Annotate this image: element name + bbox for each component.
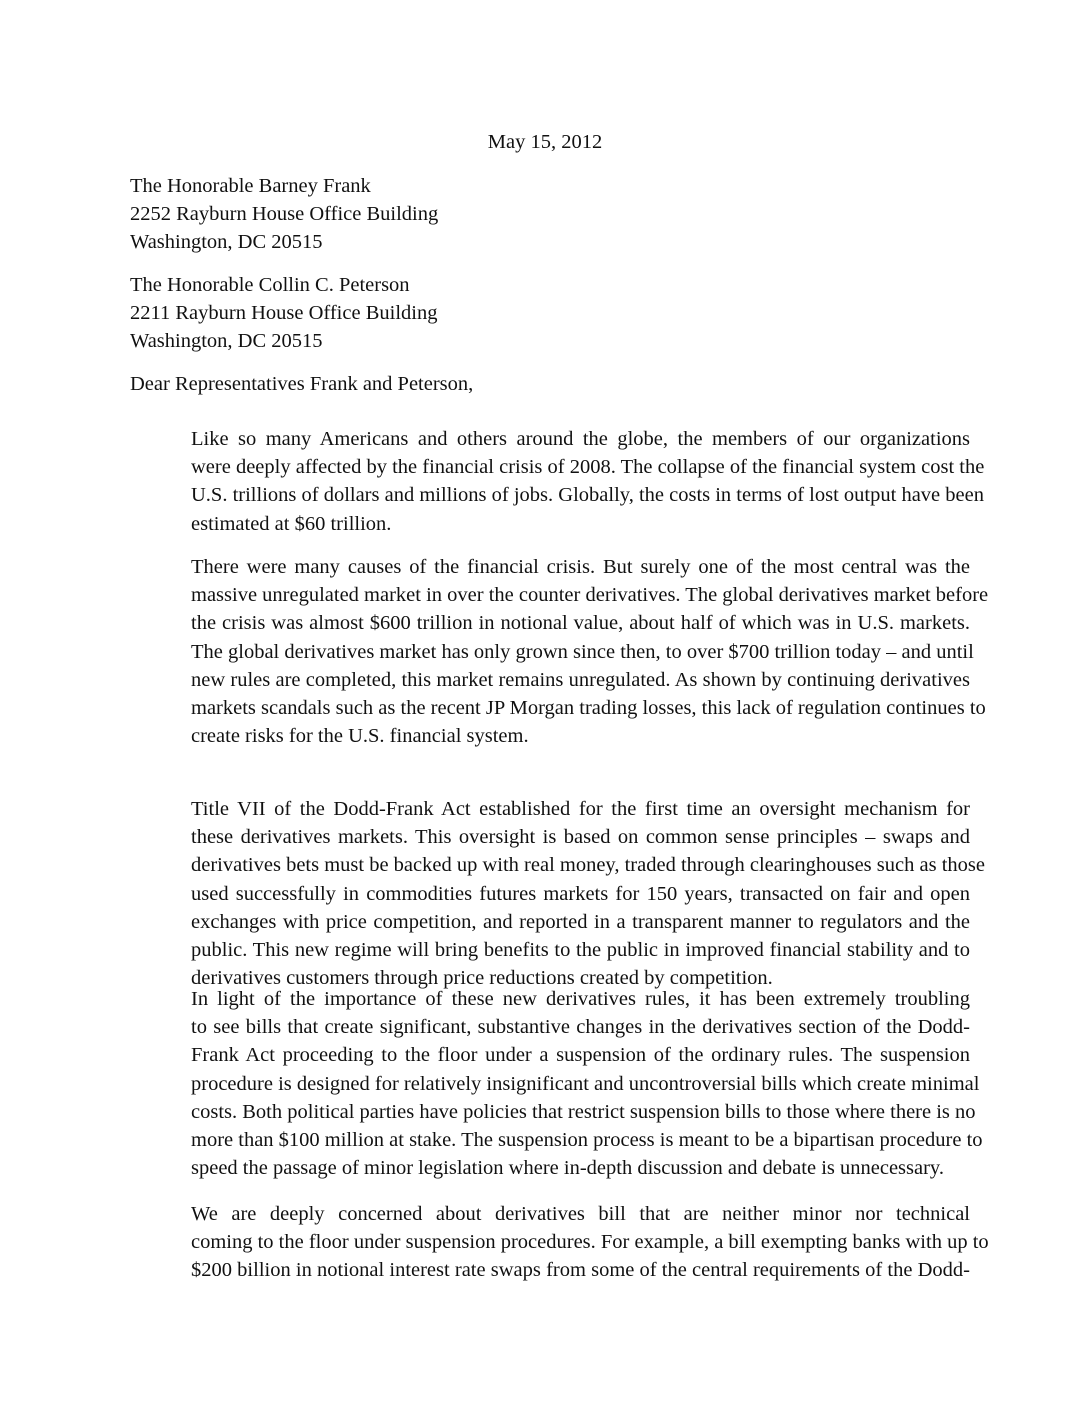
letter-date: May 15, 2012 bbox=[487, 131, 603, 153]
recipient-name: The Honorable Collin C. Peterson bbox=[130, 274, 410, 296]
paragraph-line: Frank Act proceeding to the floor under a suspension of the ordinary rules. The suspension bbox=[191, 1044, 970, 1067]
paragraph-line: estimated at $60 trillion. bbox=[191, 512, 392, 535]
recipient-address-line: 2211 Rayburn House Office Building bbox=[130, 302, 438, 325]
paragraph-line: used successfully in commodities futures markets for 150 years, transacted on fair and open bbox=[191, 882, 970, 905]
recipient-address-peterson bbox=[130, 271, 970, 356]
paragraph-line: U.S. trillions of dollars and millions of jobs. Globally, the costs in terms of lost output have been bbox=[191, 484, 984, 507]
recipient-city-line: Washington, DC 20515 bbox=[130, 330, 323, 353]
paragraph-line: new rules are completed, this market remains unregulated. As shown by continuing derivatives bbox=[191, 668, 970, 691]
paragraph-line: Title VII of the Dodd-Frank Act established for the first time an oversight mechanism for bbox=[191, 798, 970, 820]
body-paragraph bbox=[130, 795, 985, 992]
paragraph-line: public. This new regime will bring benefits to the public in improved financial stability and to bbox=[191, 939, 970, 962]
paragraph-line: The global derivatives market has only grown since then, to over $700 trillion today – and until bbox=[191, 640, 974, 663]
body-paragraph bbox=[130, 1200, 989, 1285]
paragraph-line: more than $100 million at stake. The suspension process is meant to be a bipartisan procedure to bbox=[191, 1129, 983, 1152]
recipient-city-line: Washington, DC 20515 bbox=[130, 231, 323, 254]
paragraph-line: derivatives bets must be backed up with real money, traded through clearinghouses such as those bbox=[191, 854, 985, 877]
paragraph-line: We are deeply concerned about derivatives bill that are neither minor nor technical bbox=[191, 1203, 970, 1225]
paragraph-line: these derivatives markets. This oversight is based on common sense principles – swaps and bbox=[191, 826, 970, 849]
paragraph-line: costs. Both political parties have policies that restrict suspension bills to those where there is no bbox=[191, 1100, 976, 1123]
paragraph-line: to see bills that create significant, substantive changes in the derivatives section of the Dodd- bbox=[191, 1016, 970, 1039]
paragraph-line: exchanges with price competition, and reported in a transparent manner to regulators and the bbox=[191, 910, 970, 933]
salutation: Dear Representatives Frank and Peterson, bbox=[130, 373, 474, 395]
paragraph-line: speed the passage of minor legislation where in-depth discussion and debate is unnecessary. bbox=[191, 1157, 944, 1180]
paragraph-line: In light of the importance of these new derivatives rules, it has been extremely troubling bbox=[191, 988, 970, 1010]
paragraph-line: were deeply affected by the financial crisis of 2008. The collapse of the financial system cost the bbox=[191, 456, 985, 479]
paragraph-line: derivatives customers through price reductions created by competition. bbox=[191, 967, 773, 990]
paragraph-line: the crisis was almost $600 trillion in notional value, about half of which was in U.S. markets. bbox=[191, 612, 970, 635]
recipient-address-frank bbox=[130, 172, 970, 257]
paragraph-line: markets scandals such as the recent JP Morgan trading losses, this lack of regulation continues to bbox=[191, 697, 986, 720]
paragraph-line: There were many causes of the financial crisis. But surely one of the most central was the bbox=[191, 556, 970, 578]
body-paragraph bbox=[130, 553, 989, 750]
recipient-name: The Honorable Barney Frank bbox=[130, 175, 371, 197]
recipient-address-line: 2252 Rayburn House Office Building bbox=[130, 203, 439, 226]
paragraph-line: Like so many Americans and others around the globe, the members of our organizations bbox=[191, 428, 970, 450]
body-paragraph bbox=[130, 425, 985, 538]
paragraph-line: create risks for the U.S. financial system. bbox=[191, 725, 529, 748]
body-paragraph bbox=[130, 985, 983, 1182]
paragraph-line: procedure is designed for relatively insignificant and uncontroversial bills which create minimal bbox=[191, 1072, 980, 1095]
paragraph-line: massive unregulated market in over the counter derivatives. The global derivatives market before bbox=[191, 584, 989, 607]
paragraph-line: coming to the floor under suspension procedures. For example, a bill exempting banks with up to bbox=[191, 1231, 989, 1254]
paragraph-line: $200 billion in notional interest rate swaps from some of the central requirements of the Dodd- bbox=[191, 1259, 970, 1282]
